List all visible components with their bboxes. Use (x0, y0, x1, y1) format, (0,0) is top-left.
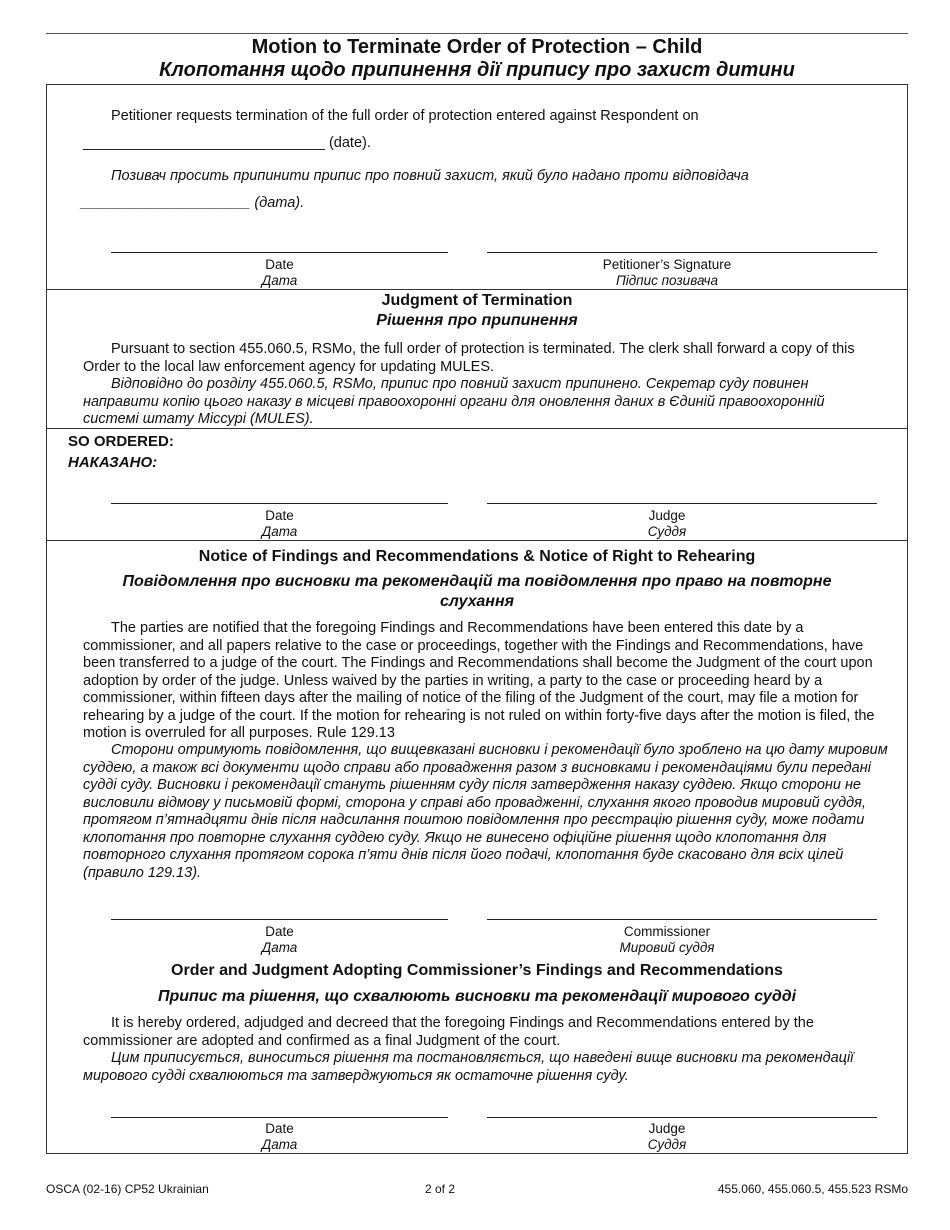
adoption-judge-label (487, 1121, 847, 1153)
so-ordered-date-label (111, 508, 448, 540)
notice-heading-uk: Повідомлення про висновки та рекомендацій та повідомлення про право на повторне слухання (122, 573, 832, 610)
form-frame (46, 84, 908, 1154)
commissioner-label-en: Commissioner (623, 924, 711, 939)
page-title (46, 36, 908, 82)
adoption-heading-en: Order and Judgment Adopting Commissioner’s Findings and Recommendations (171, 962, 783, 979)
commissioner-label-uk: Мировий суддя (619, 940, 715, 955)
top-rule (46, 33, 908, 34)
judgment-body-uk: Відповідно до розділу 455.060.5, RSMo, припис про повний захист припинено. Секретар суду повинен направити копію цього наказу в місцеві правоохоронні органи для оновлення даних в Єдиній правоохоронній системі штату Міссурі (MULES). (83, 376, 825, 427)
date-label-uk: Дата (261, 273, 298, 288)
date-label-uk: Дата (261, 1137, 298, 1152)
adoption-date-label (111, 1121, 448, 1153)
title-english: Motion to Terminate Order of Protection – Child (251, 36, 703, 58)
petition-request-en: Petitioner requests termination of the full order of protection entered against Respondent on (111, 108, 699, 124)
petitioner-signature-label (487, 257, 847, 289)
so-ordered-label-en: SO ORDERED: (68, 433, 174, 450)
notice-date-label (111, 924, 448, 956)
title-ukrainian: Клопотання щодо припинення дії припису про захист дитини (159, 59, 795, 81)
judge-label-uk: Суддя (647, 524, 687, 539)
footer-statutes: 455.060, 455.060.5, 455.523 RSMo (717, 1182, 908, 1196)
notice-body-en: The parties are notified that the foregoing Findings and Recommendations have been entered this date by a commissioner, and all papers relative to the case or proceedings, together with the Findings and Recommendations, have been transferred to a judge of the court. The Findings and Recommendations shall become the Judgment of the court upon adoption by order of the judge. Unless waived by the parties in writing, a party to the case or proceeding heard by a commissioner, within fifteen days after the mailing of notice of the filing of the Judgment of the court, may file a motion for rehearing by a judge of the court. If the motion for rehearing is not ruled on within forty-five days after the motion is filed, the motion is overruled for all purposes. Rule 129.13 (83, 620, 875, 741)
adoption-date-line[interactable] (111, 1117, 448, 1118)
so-ordered-date-line[interactable] (111, 503, 448, 504)
commissioner-label (487, 924, 847, 956)
judgment-heading-en: Judgment of Termination (381, 292, 573, 309)
petition-request-uk: Позивач просить припинити припис про повний захист, який було надано проти відповідача (111, 168, 749, 184)
adoption-body-en: It is hereby ordered, adjudged and decreed that the foregoing Findings and Recommendations entered by the commissioner are adopted and confirmed as a final Judgment of the court. (83, 1015, 814, 1049)
petition-date-line[interactable] (111, 252, 448, 253)
section-divider (47, 428, 907, 429)
judge-label-en: Judge (648, 508, 686, 523)
date-label-en: Date (265, 257, 294, 272)
judgment-heading (47, 291, 907, 331)
petition-date-label (111, 257, 448, 289)
notice-date-line[interactable] (111, 919, 448, 920)
date-label-en: Date (265, 508, 294, 523)
date-label-en: Date (265, 1121, 294, 1136)
judgment-body-en: Pursuant to section 455.060.5, RSMo, the full order of protection is terminated. The clerk shall forward a copy of this Order to the local law enforcement agency for updating MULES. (83, 341, 855, 375)
commissioner-signature-line[interactable] (487, 919, 877, 920)
petitioner-signature-line[interactable] (487, 252, 877, 253)
adoption-body-uk: Цим приписується, виноситься рішення та постановляється, що наведені вище висновки та рекомендації мирового судді схвалюються та затверджуються як остаточне рішення суду. (83, 1050, 854, 1084)
petition-date-blank-uk[interactable]: _____________________ (дата). (81, 195, 305, 211)
petition-date-blank-en[interactable]: ______________________________ (date). (83, 135, 371, 151)
so-ordered-label-uk: НАКАЗАНО: (68, 454, 158, 471)
judge-signature-line[interactable] (487, 503, 877, 504)
notice-body-uk: Сторони отримують повідомлення, що вищевказані висновки і рекомендації було зроблено на цю дату мировим суддею, а також всі документи щодо справи або провадження разом з висновками і рекомендаціями були передані судді суду. Висновки і рекомендації стануть рішенням суду після затвердження наказу суддею. Якщо сторони не висловили відмову у письмовій формі, сторона у справі або провадженні, слухання якого проводив мировий суддя, протягом п’ятнадцяти днів після надсилання поштою повідомлення про реєстрацію рішення суду, може подати клопотання про повторне слухання суддею суду. Якщо не винесено офіційне рішення щодо клопотання для повторного слухання протягом сорока п’яти днів після його подачі, клопотання буде скасовано для всіх цілей (правило 129.13). (83, 742, 888, 881)
judge-label (487, 508, 847, 540)
judgment-heading-uk: Рішення про припинення (376, 312, 578, 329)
section-divider (47, 540, 907, 541)
section-divider (47, 289, 907, 290)
notice-heading-en: Notice of Findings and Recommendations & Notice of Right to Rehearing (198, 548, 756, 565)
signature-label-en: Petitioner’s Signature (602, 257, 732, 272)
footer-page-number: 2 of 2 (424, 1182, 456, 1196)
adoption-judge-signature-line[interactable] (487, 1117, 877, 1118)
date-label-uk: Дата (261, 524, 298, 539)
judge-label-uk: Суддя (647, 1137, 687, 1152)
footer-form-id: OSCA (02-16) CP52 Ukrainian (46, 1182, 209, 1196)
date-label-uk: Дата (261, 940, 298, 955)
judge-label-en: Judge (648, 1121, 686, 1136)
adoption-heading-uk: Припис та рішення, що схвалюють висновки та рекомендації мирового судді (157, 988, 797, 1005)
date-label-en: Date (265, 924, 294, 939)
signature-label-uk: Підпис позивача (615, 273, 719, 288)
